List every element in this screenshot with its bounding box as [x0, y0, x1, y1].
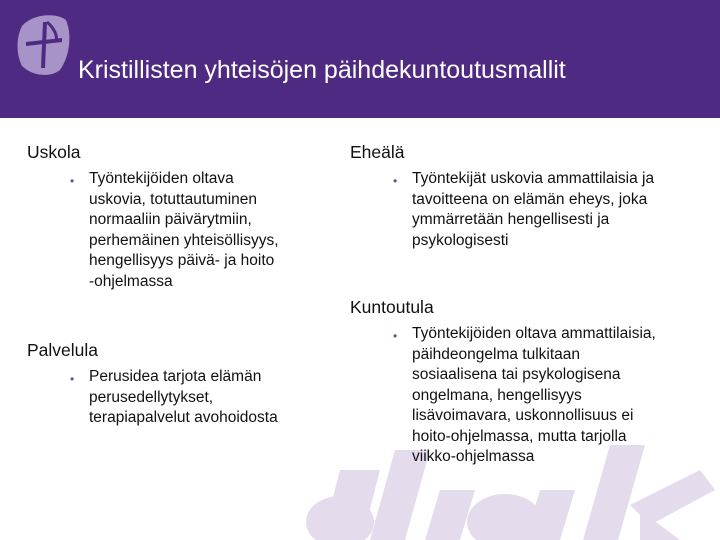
- bullet-line: perhemäinen yhteisöllisyys,: [89, 231, 279, 249]
- heading-uskola: Uskola: [27, 142, 81, 162]
- bullet-marker: •: [393, 174, 398, 188]
- uskola-bullet-text: [89, 169, 279, 292]
- bullet-line: ongelmana, hengellisyys: [412, 386, 582, 404]
- bullet-line: päihdeongelma tulkitaan: [412, 345, 581, 363]
- bullet-line: viikko-ohjelmassa: [412, 448, 535, 465]
- bullet-line: hoito-ohjelmassa, mutta tarjolla: [412, 427, 627, 445]
- heading-kuntoutula: Kuntoutula: [350, 297, 434, 317]
- bullet-line: ymmärretään hengellisesti ja: [412, 211, 610, 228]
- slide-header: [0, 0, 720, 118]
- bullet-line: tavoitteena on elämän eheys, joka: [412, 190, 648, 208]
- bullet-line: Työntekijöiden oltava: [89, 170, 234, 187]
- diak-cross-logo-icon: [14, 12, 72, 78]
- slide-title: Kristillisten yhteisöjen päihdekuntoutusmallit: [78, 56, 566, 84]
- bullet-marker: •: [70, 372, 75, 386]
- bullet-line: normaaliin päivärytmiin,: [89, 211, 252, 228]
- bullet-line: -ohjelmassa: [89, 272, 173, 290]
- bullet-line: psykologisesti: [412, 231, 509, 249]
- palvelula-bullet-text: [89, 367, 278, 429]
- heading-palvelula: Palvelula: [27, 340, 99, 360]
- bullet-line: uskovia, totuttautuminen: [89, 190, 258, 208]
- bullet-line: Työntekijät uskovia ammattilaisia ja: [412, 170, 655, 187]
- ehealä-bullet-text: [412, 169, 654, 251]
- bullet-line: hengellisyys päivä- ja hoito: [89, 252, 275, 269]
- kuntoutula-bullet-text: [412, 324, 656, 468]
- bullet-marker: •: [70, 174, 75, 188]
- bullet-line: Perusidea tarjota elämän: [89, 368, 262, 385]
- bullet-line: perusedellytykset,: [89, 388, 214, 406]
- bullet-line: sosiaalisena tai psykologisena: [412, 366, 621, 383]
- bullet-marker: •: [393, 329, 398, 343]
- heading-ehealä: Eheälä: [350, 142, 405, 162]
- bullet-line: terapiapalvelut avohoidosta: [89, 409, 278, 426]
- bullet-line: Työntekijöiden oltava ammattilaisia,: [412, 325, 656, 342]
- bullet-line: lisävoimavara, uskonnollisuus ei: [412, 407, 634, 424]
